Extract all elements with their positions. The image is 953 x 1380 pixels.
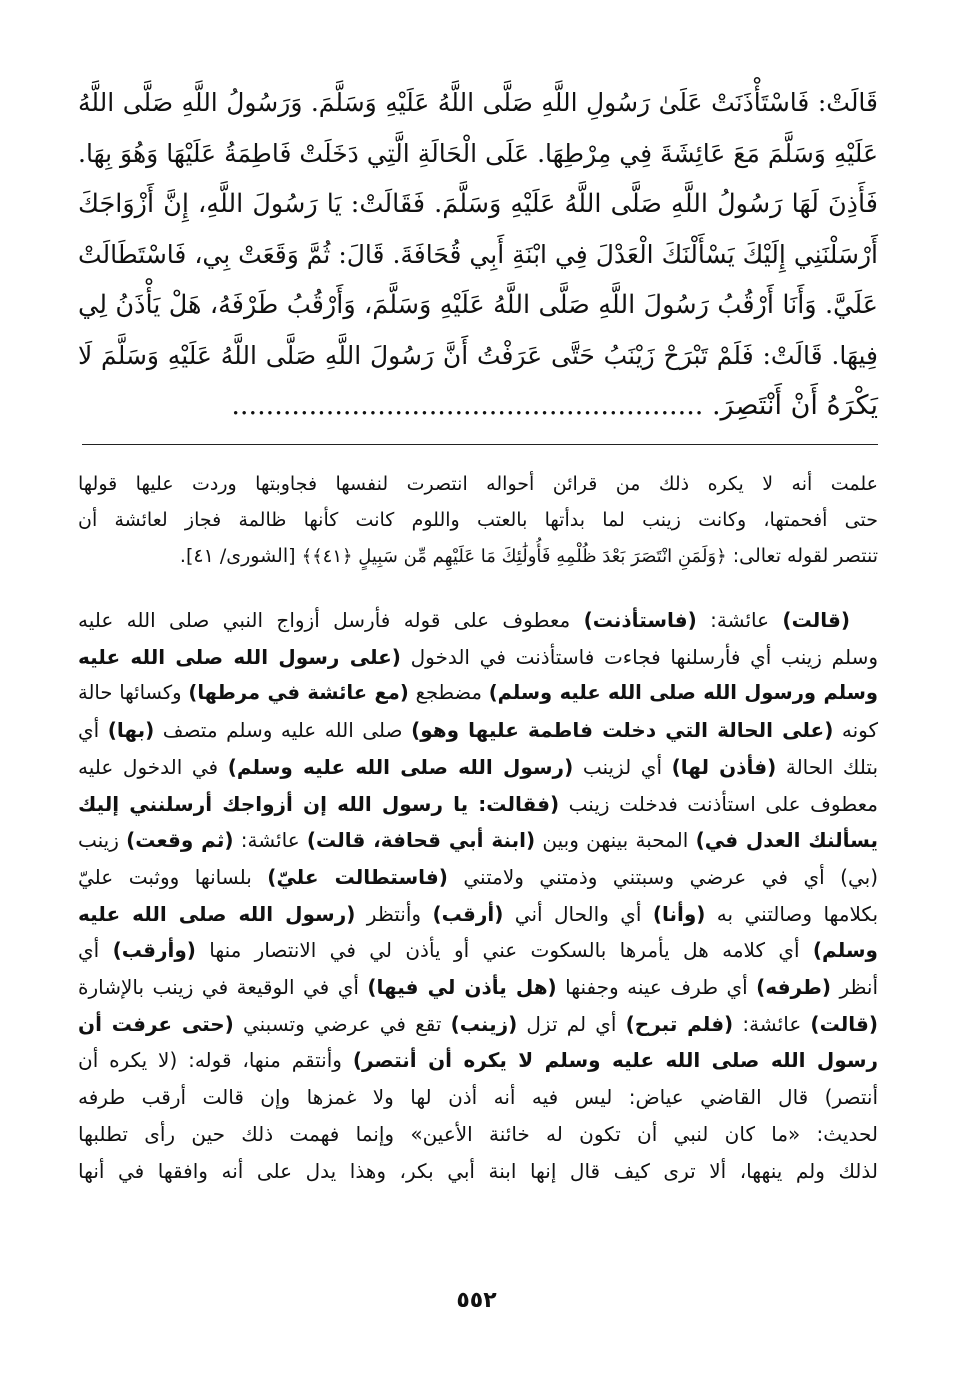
bold-text: (زينب) <box>450 1011 518 1036</box>
commentary-line <box>78 822 878 859</box>
bold-text: (فاستأذنت) <box>583 608 697 632</box>
separator-rule <box>82 444 878 445</box>
text: مضطجع <box>408 681 489 705</box>
bold-text: (طرفه) <box>756 975 831 1000</box>
text: أي لزينب <box>573 754 672 779</box>
commentary-line <box>78 932 878 969</box>
commentary-line: لحديث: «ما كان لنبي أن تكون له خائنة الأعين» وإنما فهمت ذلك حين رأى تطلبها <box>78 1121 878 1146</box>
verse-reference: [الشورى/ ٤١]. <box>179 545 296 567</box>
bold-text: وسلم) <box>812 938 878 963</box>
text: (بي) أي في عرضي وسبتني وذمتني ولامتني <box>447 864 878 889</box>
text: زينب <box>78 828 127 853</box>
bold-text: (على الحالة التي دخلت فاطمة عليها وهو) <box>411 718 834 743</box>
commentary-line <box>78 969 878 1006</box>
bold-text: (رسول الله صلى الله عليه <box>78 901 356 926</box>
footnote-text: تنتصر لقوله تعالى: <box>732 545 878 567</box>
hadith-line: قَالَتْ: فَاسْتَأْذَنَتْ عَلَىٰ رَسُولِ اللَّهِ صَلَّى اللَّهُ عَلَيْهِ وَسَلَّمَ. وَرَسُولُ اللَّهِ صَلَّى اللَّهُ <box>78 88 878 117</box>
bold-text: (ابنة أبي قحافة، قالت) <box>306 828 536 853</box>
continuation-dots: ....................................................... <box>231 390 704 421</box>
bold-text: (فاستطالت عليّ) <box>267 864 448 889</box>
text: المحبة بينهن وبين <box>535 828 696 853</box>
bold-text: (رسول الله صلى الله عليه وسلم) <box>227 754 574 779</box>
text: وأنتقم منها، قوله: (لا يكره أن <box>78 1048 353 1073</box>
commentary-line <box>78 896 878 933</box>
hadith-line-last <box>78 381 878 432</box>
commentary-line <box>78 602 878 639</box>
hadith-line: عَلَيَّ. وَأَنَا أَرْقُبُ رَسُولَ اللَّهِ صَلَّى اللَّهُ عَلَيْهِ وَسَلَّمَ، وَأَرْقُبُ طَرْفَهُ، هَلْ يَأْذَنُ لِي <box>78 290 878 320</box>
commentary-line <box>78 1042 878 1079</box>
text: بتلك الحالة <box>776 754 879 779</box>
hadith-last-text: يَكْرَهُ أَنْ أَنْتَصِرَ. <box>711 390 878 421</box>
hadith-text <box>78 78 878 432</box>
bold-text: (فلم تبرح) <box>625 1011 734 1036</box>
commentary-line <box>78 749 878 786</box>
commentary-line <box>78 712 878 749</box>
bold-text: يسألنك العدل في) <box>695 828 879 853</box>
footnote-line: علمت أنه لا يكره ذلك من قرائن أحواله انتصرت لنفسها فجاوبتها وردت عليها قولها <box>78 473 878 495</box>
footnote-line: حتى أفحمتها، وكانت زينب لما بدأتها بالعتب واللوم كانت كأنها ظالمة فجاز لعائشة أن <box>78 509 878 531</box>
bold-text: (أرقب) <box>432 901 504 926</box>
commentary <box>78 602 878 1189</box>
text: كونه <box>833 718 878 743</box>
text: في الدخول عليه <box>78 754 228 779</box>
text: وسلم زينب أي فأرسلنها فجاءت فاستأذنت في الدخول <box>400 644 878 669</box>
text: أي <box>78 938 113 963</box>
commentary-line <box>78 675 878 712</box>
bold-text: (بها) <box>107 718 155 743</box>
bold-text: رسول الله صلى الله عليه وسلم لا يكره أن أنتصر) <box>352 1048 878 1073</box>
bold-text: (مع عائشة في مرطها) <box>188 681 409 705</box>
text: أي لم تزل <box>517 1011 626 1036</box>
text: عائشة: <box>733 1011 811 1036</box>
text: تقع في عرضي وتسبني <box>233 1011 451 1036</box>
bold-text: (وأنا) <box>652 901 706 926</box>
text: وكسائها حالة <box>78 681 189 705</box>
commentary-line <box>78 786 878 823</box>
text: أي <box>78 718 108 743</box>
hadith-line: أَرْسَلْنَنِي إِلَيْكَ يَسْأَلْنَكَ الْعَدْلَ فِي ابْنَةِ أَبِي قُحَافَةَ. قَالَ: ثُمَّ وَقَعَتْ بِي، فَاسْتَطَالَتْ <box>78 239 878 269</box>
bold-text: (هل يأذن لي فيها) <box>367 975 557 1000</box>
text: عائشة: <box>696 608 783 632</box>
text: عائشة: <box>233 828 307 853</box>
footnote <box>78 466 878 575</box>
text: بكلامها وصالتني به <box>705 901 879 926</box>
commentary-line <box>78 639 878 676</box>
commentary-line: أنتصر) قال القاضي عياض: ليس فيه أنه أذن لها ولا غمزها وإن قالت أرقب طرفه <box>78 1085 878 1110</box>
text: أي والحال أني <box>503 901 653 926</box>
bold-text: (وأرقب) <box>112 938 196 963</box>
hadith-line: فَأَذِنَ لَهَا رَسُولُ اللَّهِ صَلَّى اللَّهُ عَلَيْهِ وَسَلَّمَ. فَقَالَتْ: يَا رَسُولَ اللَّهِ، إِنَّ أَزْوَاجَكَ <box>78 189 878 219</box>
footnote-line <box>78 538 878 575</box>
quran-verse: ﴿وَلَمَنِ انْتَصَرَ بَعْدَ ظُلْمِهِ فَأُولَٰئِكَ مَا عَلَيْهِم مِّن سَبِيلٍ ﴿٤١﴾﴾ <box>301 546 727 567</box>
text: وأنتظر <box>355 901 433 926</box>
text: أي طرف عينه وجفنها <box>556 975 757 1000</box>
bold-text: (قالت) <box>810 1011 878 1036</box>
hadith-line: عَلَيْهِ وَسَلَّمَ مَعَ عَائِشَةَ فِي مِرْطِهَا. عَلَى الْحَالَةِ الَّتِي دَخَلَتْ فَاطِمَةُ عَلَيْهَا وَهُوَ بِهَا. <box>78 138 878 168</box>
commentary-line: لذلك ولم ينهها، ألا ترى كيف قال إنها ابنة أبي بكر، وهذا يدل على أنه وافقها في أنها <box>78 1158 878 1183</box>
bold-text: (حتى عرفت أن <box>78 1011 234 1036</box>
bold-text: (قالت) <box>782 608 850 632</box>
text: أي كلامه هل يأمرها بالسكوت عني أو يأذن لي في الانتصار منها <box>195 938 813 963</box>
text: معطوف على استأذنت فدخلت زينب <box>559 791 878 816</box>
bold-text: (فأذن لها) <box>671 754 777 779</box>
bold-text: (ثم وقعت) <box>126 828 234 853</box>
commentary-line <box>78 1006 878 1043</box>
commentary-line <box>78 859 878 896</box>
text: أنظر <box>830 975 879 1000</box>
bold-text: (على رسول الله صلى الله عليه <box>78 644 401 669</box>
page-number: ٥٥٢ <box>456 1288 497 1313</box>
text: صلى الله عليه وسلم متصف <box>154 718 412 743</box>
hadith-line: فِيهَا. قَالَتْ: فَلَمْ تَبْرَحْ زَيْنَبُ حَتَّى عَرَفْتُ أَنَّ رَسُولَ اللَّهِ صَلَّى اللَّهُ عَلَيْهِ وَسَلَّمَ لَا <box>78 340 878 370</box>
text: أي في الوقيعة في زينب بالإشارة <box>78 975 368 1000</box>
bold-text: (فقالت: يا رسول الله إن أزواجك أرسلنني إليك <box>78 791 560 816</box>
bold-text: وسلم ورسول الله صلى الله عليه وسلم) <box>488 681 879 705</box>
text: معطوف على قوله فأرسل أزواج النبي صلى الله عليه <box>78 608 584 632</box>
text: بلسانها ووثبت عليّ <box>78 864 268 889</box>
